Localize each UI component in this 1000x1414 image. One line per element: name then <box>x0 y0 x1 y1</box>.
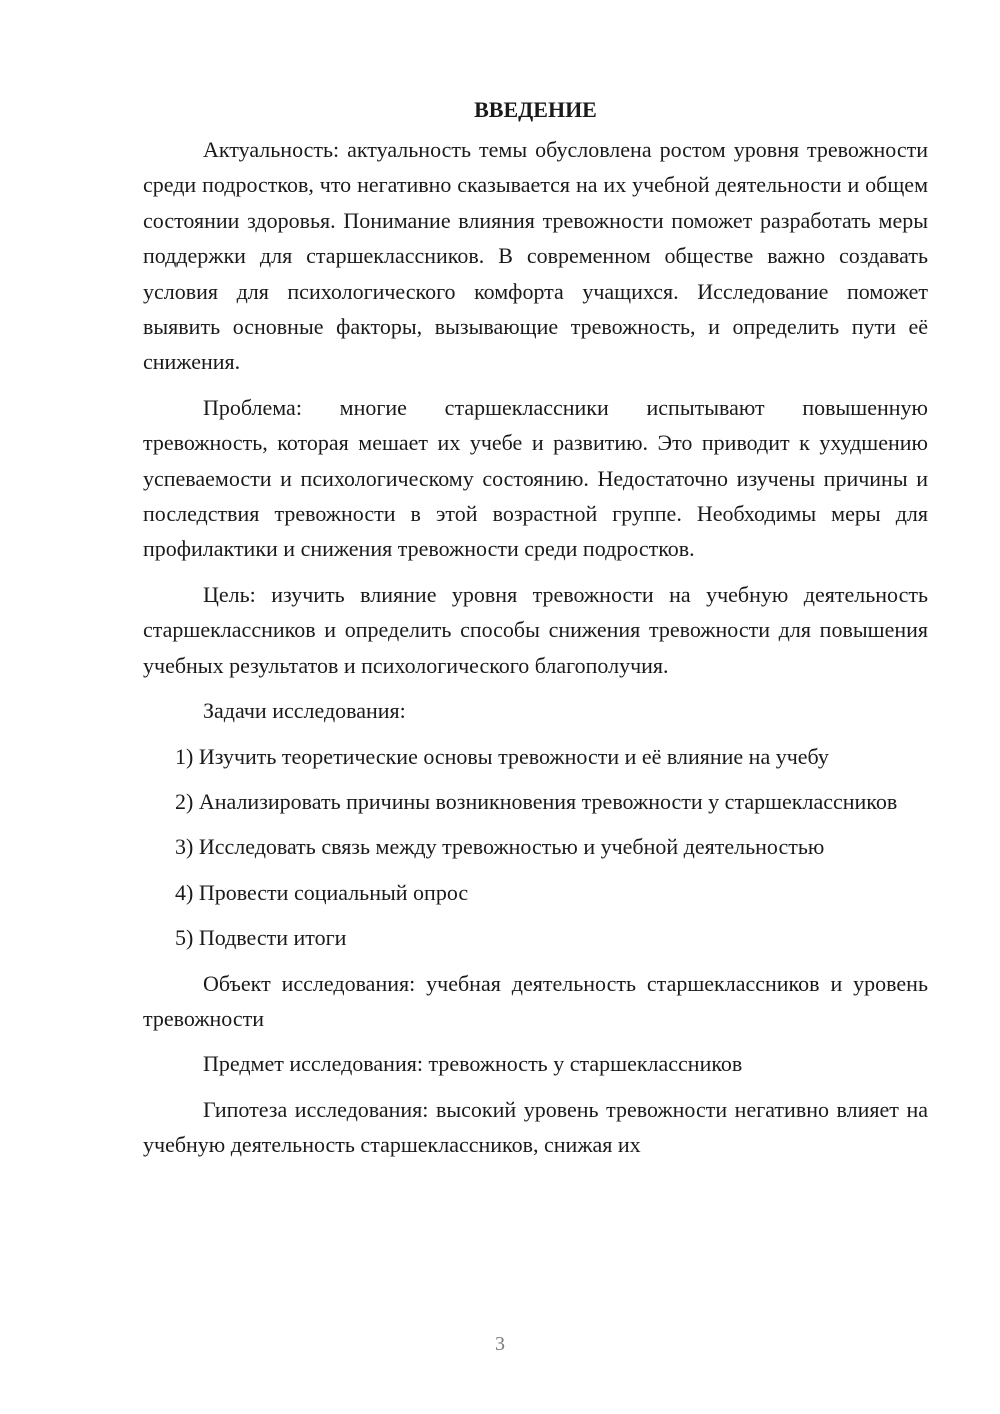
paragraph-problem: Проблема: многие старшеклассники испытывают повышенную тревожность, которая мешает их учебе и развитию. Это приводит к ухудшению успеваемости и психологическому состоянию. Недостаточно изучены причины и последствия тревожности в этой возрастной группе. Необходимы меры для профилактики и снижения тревожности среди подростков. <box>143 394 928 562</box>
task-item-1: 1) Изучить теоретические основы тревожности и её влияние на учебу <box>175 743 829 769</box>
task-item-3: 3) Исследовать связь между тревожностью и учебной деятельностью <box>175 834 825 860</box>
section-heading: ВВЕДЕНИЕ <box>474 97 597 122</box>
paragraph-object: Объект исследования: учебная деятельность старшеклассников и уровень тревожности <box>143 970 928 1031</box>
task-item-2: 2) Анализировать причины возникновения тревожности у старшеклассников <box>175 788 898 814</box>
paragraph-goal: Цель: изучить влияние уровня тревожности на учебную деятельность старшеклассников и определить способы снижения тревожности для повышения учебных результатов и психологического благополучия. <box>143 581 928 678</box>
paragraph-hypothesis: Гипотеза исследования: высокий уровень тревожности негативно влияет на учебную деятельность старшеклассников, снижая их <box>143 1096 928 1158</box>
paragraph-subject: Предмет исследования: тревожность у старшеклассников <box>203 1051 743 1077</box>
page-number: 3 <box>495 1333 505 1355</box>
paragraph-relevance: Актуальность: актуальность темы обусловлена ростом уровня тревожности среди подростков, что негативно сказывается на их учебной деятельности и общем состоянии здоровья. Понимание влияния тревожности поможет разработать меры поддержки для старшеклассников. В современном обществе важно создавать условия для психологического комфорта учащихся. Исследование поможет выявить основные факторы, вызывающие тревожность, и определить пути её снижения. <box>143 137 928 375</box>
paragraph-tasks-heading: Задачи исследования: <box>203 698 406 724</box>
task-item-4: 4) Провести социальный опрос <box>175 879 469 905</box>
task-item-5: 5) Подвести итоги <box>175 925 347 951</box>
document-page <box>143 92 928 1163</box>
